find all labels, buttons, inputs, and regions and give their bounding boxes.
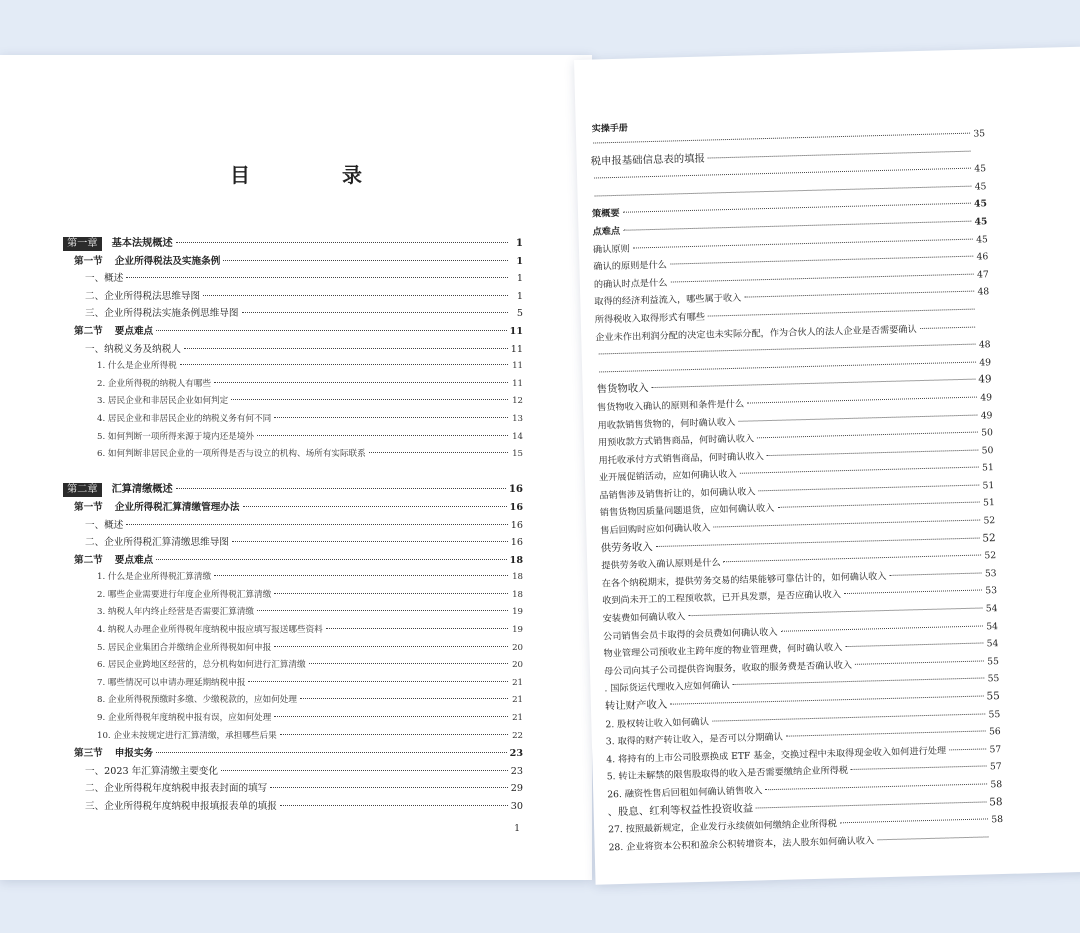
entry-label: [97, 393, 228, 411]
entry-label: [97, 728, 277, 746]
toc-sub-row[interactable]: [63, 305, 523, 323]
leader-dots: [633, 238, 973, 248]
entry-text: . 国际货运代理收入应如何确认: [604, 680, 730, 695]
toc-item-row[interactable]: [63, 657, 523, 675]
chapter-page: 1: [515, 237, 523, 249]
entry-text: 26. 融资性售后回租如何确认销售收入: [607, 785, 763, 801]
leader-dots: [656, 537, 980, 546]
toc-item-row[interactable]: [63, 622, 523, 640]
toc-item-row[interactable]: [63, 675, 523, 693]
entry-text: 2. 企业所得税的纳税人有哪些: [97, 378, 212, 389]
entry-page: 55: [987, 655, 1000, 668]
entry-text: 7. 哪些情况可以申请办理延期纳税申报: [97, 677, 246, 688]
right-page: [574, 47, 1080, 885]
entry-page: 12: [512, 396, 523, 407]
leader-dots: [242, 312, 509, 313]
leader-dots: [274, 593, 508, 594]
toc-section-row[interactable]: [63, 745, 523, 763]
entry-text: 所得税收入取得形式有哪些: [594, 311, 706, 326]
entry-page: 30: [510, 801, 523, 812]
entry-text: 售货物收入: [596, 382, 649, 396]
entry-page: 18: [509, 554, 523, 566]
entry-text: 4. 纳税人办理企业所得税年度纳税申报应填写报送哪些资料: [97, 625, 323, 636]
entry-label: [97, 411, 271, 429]
entry-page: 16: [510, 519, 523, 531]
entry-page: 1: [516, 273, 523, 285]
entry-page: 49: [978, 373, 992, 386]
entry-page: 45: [974, 216, 988, 228]
leader-dots: [594, 168, 971, 179]
entry-page: 51: [982, 497, 995, 509]
leader-dots: [300, 698, 508, 699]
leader-dots: [844, 590, 982, 595]
entry-text: 6. 如何判断非居民企业的一项所得是否与设立的机构、场所有实际联系: [97, 449, 366, 460]
leader-dots: [176, 242, 508, 243]
leader-dots: [126, 524, 507, 525]
entry-text: 用收款销售货物的，何时确认收入: [597, 416, 736, 432]
entry-page: 21: [512, 695, 523, 706]
entry-label: [97, 569, 211, 587]
entry-label: [85, 534, 229, 552]
leader-dots: [652, 379, 976, 388]
leader-dots: [280, 734, 508, 735]
leader-dots: [740, 467, 979, 474]
leader-dots: [623, 203, 972, 213]
entry-text: 确认原则: [592, 243, 630, 256]
leader-dots: [855, 660, 984, 664]
entry-page: 11: [509, 325, 523, 337]
leader-dots: [326, 628, 508, 629]
entry-text: 用预收款方式销售商品，何时确认收入: [597, 433, 755, 449]
entry-page: 48: [977, 286, 990, 298]
entry-page: 23: [509, 748, 523, 760]
leader-dots: [733, 678, 985, 686]
entry-text: 4. 将持有的上市公司股票换成 ETF 基金，交换过程中未取得现金收入如何进行处理: [606, 745, 947, 766]
leader-dots: [851, 766, 987, 771]
left-page: [0, 55, 592, 880]
leader-dots: [243, 506, 507, 507]
entry-text: 27. 按照最新规定，企业发行永续债如何缴纳企业所得税: [608, 818, 838, 836]
entry-page: 1: [516, 290, 523, 302]
entry-page: 54: [986, 620, 999, 633]
entry-text: 确认的原则是什么: [593, 259, 668, 273]
section-number: 第一节: [74, 501, 103, 513]
leader-dots: [670, 273, 973, 282]
entry-label: [97, 692, 297, 710]
entry-page: 49: [979, 356, 992, 369]
entry-label: [85, 341, 181, 359]
entry-text: 物业管理公司预收业主跨年度的物业管理费，何时确认收入: [603, 642, 843, 660]
entry-page: 18: [512, 589, 523, 600]
entry-page: 18: [512, 572, 523, 583]
entry-text: 收到尚未开工的工程预收款，已开具发票，是否应确认收入: [602, 589, 842, 607]
entry-text: 6. 居民企业跨地区经营的，总分机构如何进行汇算清缴: [97, 660, 306, 671]
toc-section-row[interactable]: [63, 253, 523, 271]
toc-sub-row[interactable]: [63, 517, 523, 535]
toc-sub-row[interactable]: [63, 534, 523, 552]
toc-item-row[interactable]: [63, 376, 523, 394]
leader-dots: [231, 399, 508, 400]
entry-text: 要点难点: [114, 554, 154, 566]
entry-text: 1. 什么是企业所得税汇算清缴: [97, 572, 212, 583]
leader-dots: [221, 770, 508, 771]
entry-page: 50: [981, 444, 994, 457]
entry-page: 19: [512, 607, 523, 618]
entry-page: 58: [991, 814, 1004, 826]
toc-item-row[interactable]: [63, 446, 523, 464]
entry-text: 售货物收入确认的原则和条件是什么: [596, 398, 745, 414]
leader-dots: [274, 646, 508, 647]
entry-text: 2. 哪些企业需要进行年度企业所得税汇算清缴: [97, 589, 272, 600]
entry-page: 11: [510, 343, 523, 355]
toc-section-row[interactable]: [63, 323, 523, 341]
entry-label: [97, 604, 254, 622]
leader-dots: [786, 731, 986, 737]
leader-dots: [214, 575, 508, 576]
entry-page: 54: [985, 603, 998, 615]
entry-page: 21: [512, 677, 523, 688]
chapter-tag: 第一章: [63, 237, 102, 251]
entry-text: 5. 转让未解禁的限售股取得的收入是否需要缴纳企业所得税: [606, 765, 849, 783]
entry-text: 28. 企业将资本公积和盈余公积转增资本，法人股东如何确认收入: [608, 835, 875, 854]
section-number: 第二节: [74, 325, 103, 337]
entry-text: 9. 企业所得税年度纳税申报有误，应如何处理: [97, 713, 272, 724]
leader-dots: [156, 559, 506, 560]
entry-text: 公司销售会员卡取得的会员费如何确认收入: [602, 626, 778, 643]
entry-text: 一、2023 年汇算清缴主要变化: [85, 765, 218, 777]
entry-page: 45: [974, 181, 987, 193]
entry-text: 的确认时点是什么: [593, 277, 668, 291]
leader-dots: [688, 608, 982, 617]
toc-item-row[interactable]: [63, 710, 523, 728]
entry-text: 3. 取得的财产转让收入，是否可以分期确认: [605, 731, 784, 748]
leader-dots: [156, 330, 506, 331]
entry-label: [85, 780, 267, 798]
entry-page: 1: [516, 255, 523, 267]
leader-dots: [670, 256, 973, 265]
leader-dots: [184, 348, 508, 349]
entry-text: 5. 居民企业集团合并缴纳企业所得税如何申报: [97, 642, 272, 653]
entry-page: 52: [983, 515, 996, 527]
entry-text: 10. 企业未按规定进行汇算清缴，承担哪些后果: [97, 730, 277, 741]
entry-page: 20: [512, 642, 523, 653]
leader-dots: [156, 752, 506, 753]
entry-text: 4. 居民企业和非居民企业的纳税义务有何不同: [97, 413, 272, 424]
entry-label: [97, 376, 211, 394]
leader-dots: [599, 344, 976, 355]
entry-text: 转让财产收入: [604, 698, 668, 713]
entry-page: 16: [509, 501, 523, 513]
leader-dots: [744, 291, 974, 298]
leader-dots: [274, 417, 508, 418]
entry-text: 二、企业所得税法思维导图: [85, 290, 201, 302]
entry-page: 16: [510, 537, 523, 549]
leader-dots: [309, 663, 508, 664]
toc-item-row[interactable]: [63, 692, 523, 710]
chapter-label: [63, 481, 173, 499]
entry-page: 55: [988, 708, 1001, 720]
toc-sub-row[interactable]: [63, 341, 523, 359]
entry-text: 8. 企业所得税预缴时多缴、少缴税款的，应如何处理: [97, 695, 297, 706]
leader-dots: [223, 260, 508, 261]
leader-dots: [369, 452, 508, 453]
leader-dots: [765, 783, 987, 790]
leader-dots: [877, 836, 988, 840]
toc-item-row[interactable]: [63, 587, 523, 605]
leader-dots: [889, 572, 981, 575]
entry-text: 母公司向其子公司提供咨询服务，收取的服务费是否确认收入: [603, 659, 853, 678]
entry-page: 5: [516, 308, 523, 320]
section-number: 第三节: [74, 748, 103, 760]
toc-chapter-row[interactable]: [63, 481, 523, 499]
entry-page: 20: [512, 660, 523, 671]
toc-sub-row[interactable]: [63, 288, 523, 306]
leader-dots: [203, 295, 508, 296]
chapter-label: [63, 235, 173, 253]
entry-label: [74, 253, 220, 271]
entry-page: 47: [976, 268, 989, 281]
entry-page: 46: [976, 251, 989, 263]
entry-text: 策概要: [591, 208, 620, 220]
entry-text: 安装费如何确认收入: [602, 611, 686, 625]
section-number: 第二节: [74, 554, 103, 566]
entry-label: [97, 675, 245, 693]
leader-dots: [599, 361, 976, 372]
entry-text: 3. 居民企业和非居民企业如何判定: [97, 396, 229, 407]
entry-text: 业开展促销活动，应如何确认收入: [598, 469, 737, 484]
entry-text: 一、概述: [85, 273, 124, 285]
toc-item-row[interactable]: [63, 411, 523, 429]
entry-page: 13: [512, 413, 523, 424]
entry-text: 申报实务: [114, 748, 154, 760]
entry-text: 5. 如何判断一项所得来源于境内还是境外: [97, 431, 255, 442]
entry-text: 一、概述: [85, 519, 124, 531]
entry-page: 11: [512, 361, 523, 372]
entry-page: 55: [987, 673, 1000, 685]
toc-sub-row[interactable]: [63, 798, 523, 816]
leader-dots: [708, 309, 975, 317]
toc-section-row[interactable]: [63, 552, 523, 570]
entry-label: [85, 798, 277, 816]
entry-text: 点难点: [592, 225, 621, 238]
toc-item-row[interactable]: [63, 728, 523, 746]
entry-label: [85, 517, 123, 535]
entry-page: 52: [984, 550, 997, 562]
section-number: 第一节: [74, 255, 103, 267]
leader-dots: [257, 610, 508, 611]
leader-dots: [214, 382, 508, 383]
entry-page: 56: [988, 726, 1001, 738]
left-toc-list: [63, 235, 523, 816]
leader-dots: [724, 555, 982, 563]
leader-dots: [949, 748, 986, 750]
entry-page: 51: [982, 480, 995, 492]
leader-dots: [757, 432, 978, 439]
leader-dots: [623, 221, 972, 231]
left-page-number: 1: [514, 824, 520, 834]
toc-item-row[interactable]: [63, 393, 523, 411]
entry-text: 用托收承付方式销售商品，何时确认收入: [598, 450, 764, 467]
leader-dots: [747, 396, 977, 403]
entry-page: 45: [973, 198, 988, 210]
leader-dots: [756, 801, 986, 808]
entry-label: [97, 429, 254, 447]
entry-label: [97, 446, 366, 464]
leader-dots: [180, 364, 508, 365]
entry-page: 49: [980, 409, 993, 421]
toc-section-row[interactable]: [63, 499, 523, 517]
leader-dots: [176, 488, 506, 489]
leader-dots: [781, 625, 983, 631]
entry-page: 49: [980, 392, 993, 404]
toc-sub-row[interactable]: [63, 270, 523, 288]
entry-page: 45: [974, 163, 987, 175]
entry-page: 53: [984, 567, 997, 580]
entry-label: [85, 288, 200, 306]
leader-dots: [593, 133, 970, 144]
entry-label: [97, 640, 271, 658]
entry-page: 50: [981, 427, 994, 439]
leader-dots: [777, 502, 979, 508]
entry-text: 企业所得税汇算清缴管理办法: [114, 501, 240, 513]
entry-label: [97, 657, 306, 675]
entry-text: 企业所得税法及实施条例: [114, 255, 221, 267]
leader-dots: [920, 326, 975, 328]
entry-label: [97, 622, 323, 640]
entry-text: 3. 纳税人年内终止经营是否需要汇算清缴: [97, 607, 255, 618]
entry-page: 55: [986, 690, 1000, 703]
chapter-title: 基本法规概述: [111, 237, 173, 249]
leader-dots: [595, 185, 972, 196]
entry-text: 售后回购时应如何确认收入: [600, 522, 711, 537]
entry-label: [85, 305, 239, 323]
entry-page: 23: [510, 765, 523, 777]
entry-page: 58: [989, 795, 1003, 808]
chapter-tag: 第二章: [63, 483, 102, 497]
entry-label: [97, 358, 177, 376]
leader-dots: [738, 414, 977, 421]
toc-item-row[interactable]: [63, 640, 523, 658]
leader-dots: [712, 713, 985, 721]
leader-dots: [248, 681, 508, 682]
leader-dots: [767, 449, 979, 456]
entry-text: 二、企业所得税年度纳税申报表封面的填写: [85, 783, 268, 795]
leader-dots: [257, 435, 508, 436]
chapter-page: 16: [508, 483, 523, 496]
entry-page: 48: [978, 339, 991, 351]
entry-page: 19: [512, 625, 523, 636]
entry-label: [74, 745, 153, 763]
chapter-gap: [63, 464, 523, 482]
entry-label: [85, 763, 218, 781]
toc-item-row[interactable]: [63, 429, 523, 447]
leader-dots: [670, 695, 983, 704]
entry-text: 在各个纳税期末，提供劳务交易的结果能够可靠估计的，如何确认收入: [601, 570, 887, 590]
leader-dots: [759, 484, 980, 491]
leader-dots: [280, 805, 508, 806]
entry-text: 、股息、红利等权益性投资收益: [607, 802, 754, 818]
entry-page: 22: [512, 730, 523, 741]
leader-dots: [270, 787, 508, 788]
entry-page: 14: [512, 431, 523, 442]
entry-text: 税申报基础信息表的填报: [590, 152, 706, 168]
leader-dots: [274, 716, 508, 717]
toc-sub-row[interactable]: [63, 780, 523, 798]
entry-page: 15: [512, 449, 523, 460]
leader-dots: [232, 541, 508, 542]
entry-text: 提供劳务收入确认原则是什么: [601, 557, 721, 572]
entry-page: 57: [989, 761, 1002, 773]
entry-page: 58: [990, 779, 1003, 791]
entry-page: 35: [973, 128, 986, 140]
entry-page: 21: [512, 713, 523, 724]
leader-dots: [840, 819, 988, 824]
entry-page: 29: [510, 783, 523, 795]
entry-text: 三、企业所得税法实施条例思维导图: [85, 308, 239, 320]
entry-page: 53: [985, 585, 998, 597]
entry-text: 一、纳税义务及纳税人: [85, 343, 181, 355]
entry-page: 45: [975, 233, 988, 246]
toc-item-row[interactable]: [63, 569, 523, 587]
entry-text: 1. 什么是企业所得税: [97, 361, 177, 372]
leader-dots: [714, 520, 981, 528]
entry-page: 57: [989, 743, 1002, 756]
right-toc-list: [590, 125, 1004, 856]
entry-text: 三、企业所得税年度纳税申报填报表单的填报: [85, 801, 277, 812]
entry-text: 取得的经济利益流入，哪些属于收入: [594, 293, 742, 308]
entry-text: 要点难点: [114, 325, 154, 337]
toc-title: 目 录: [230, 163, 398, 187]
leader-dots: [126, 277, 508, 278]
entry-page: 54: [986, 638, 999, 650]
toc-item-row[interactable]: [63, 358, 523, 376]
entry-text: 品销售涉及销售折让的，如何确认收入: [599, 486, 756, 502]
entry-label: [74, 552, 153, 570]
toc-item-row[interactable]: [63, 604, 523, 622]
entry-text: 企业未作出利润分配的决定也未实际分配，作为合伙人的法人企业是否需要确认: [595, 323, 917, 344]
chapter-title: 汇算清缴概述: [111, 483, 173, 496]
entry-label: [74, 499, 240, 517]
right-page-header: 实操手册: [591, 123, 628, 135]
entry-label: [97, 710, 271, 728]
entry-page: 11: [512, 378, 523, 389]
leader-dots: [845, 643, 983, 648]
entry-label: [74, 323, 153, 341]
toc-sub-row[interactable]: [63, 763, 523, 781]
leader-dots: [708, 150, 971, 158]
entry-text: 二、企业所得税汇算清缴思维导图: [85, 537, 229, 549]
entry-label: [85, 270, 123, 288]
entry-text: 销售货物因质量问题退货，应如何确认收入: [599, 503, 775, 519]
entry-label: [97, 587, 271, 605]
entry-page: 52: [982, 531, 996, 545]
entry-text: 供劳务收入: [600, 540, 653, 555]
toc-chapter-row[interactable]: [63, 235, 523, 253]
entry-page: 51: [981, 462, 994, 474]
entry-text: 2. 股权转让收入如何确认: [605, 716, 710, 730]
